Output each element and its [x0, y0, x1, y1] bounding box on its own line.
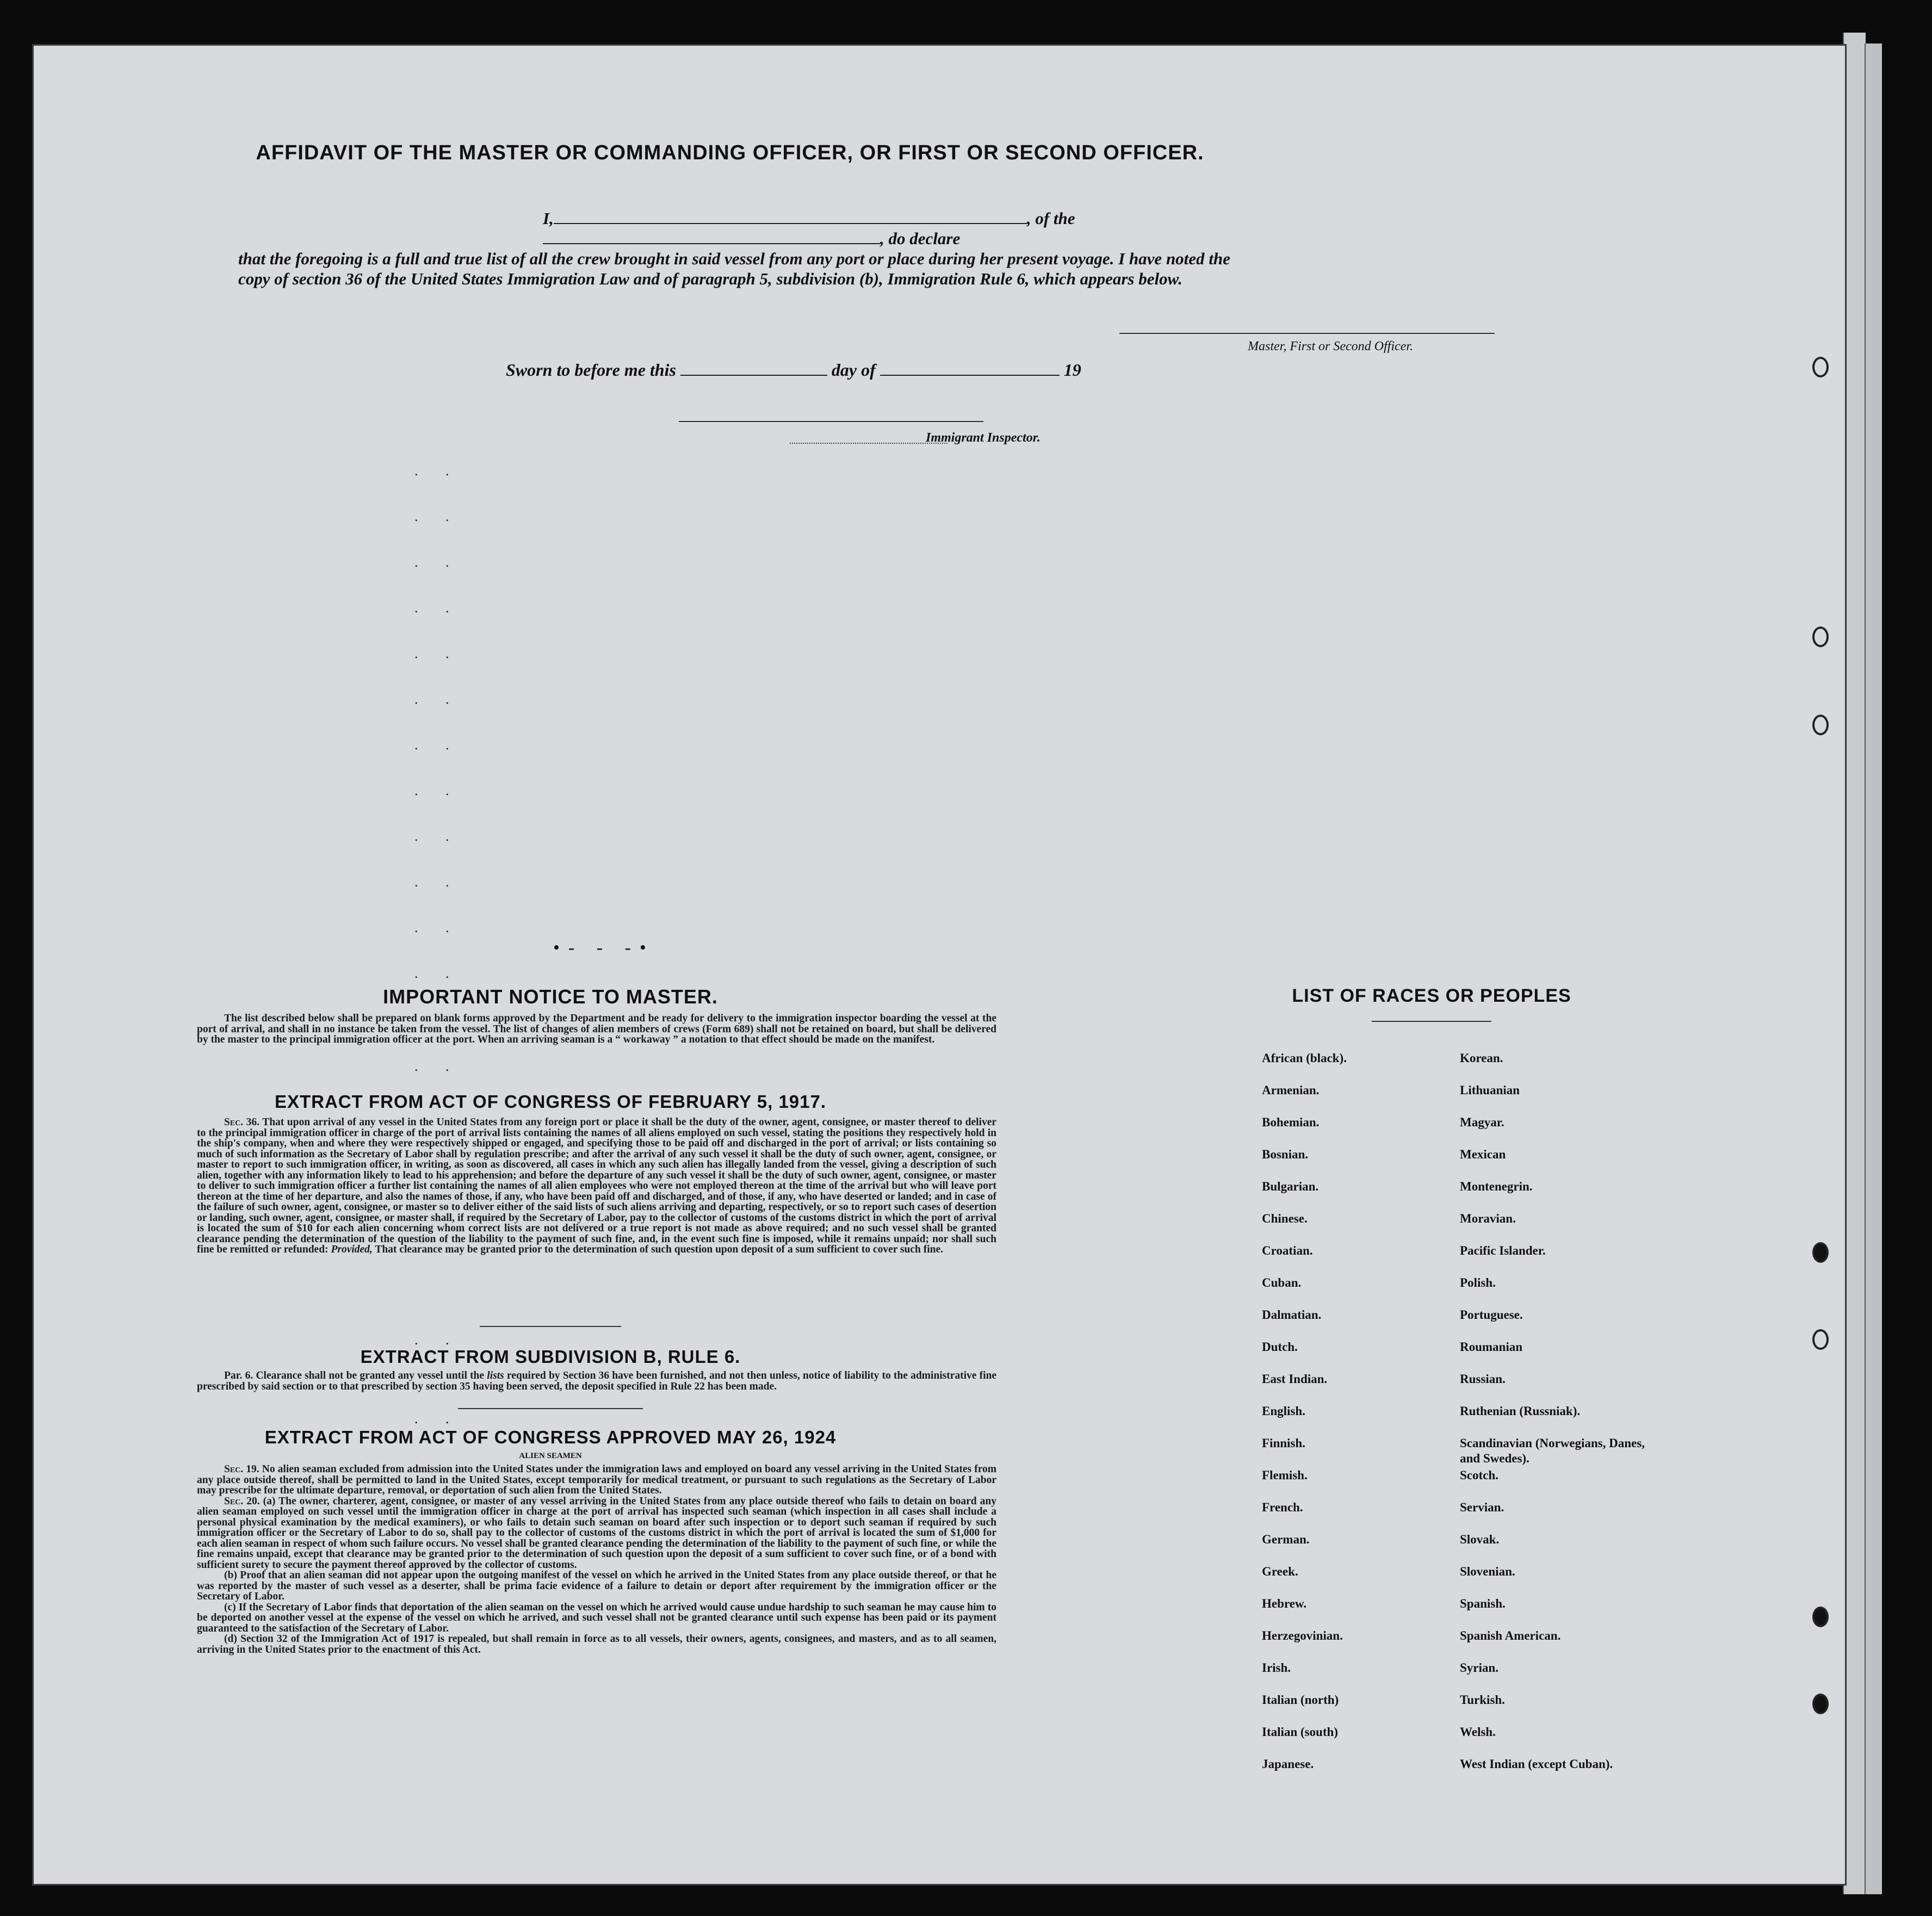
notice-title: IMPORTANT NOTICE TO MASTER.: [383, 985, 718, 1008]
master-caption: Master, First or Second Officer.: [1248, 339, 1413, 354]
extract-rule6-body: [197, 1371, 996, 1392]
proviso-word: Provided,: [331, 1244, 373, 1255]
race-item: Irish.: [1262, 1661, 1291, 1675]
race-item: Flemish.: [1262, 1468, 1308, 1482]
race-item: Cuban.: [1262, 1276, 1302, 1289]
punch-hole-icon: [1812, 1242, 1829, 1263]
rule6-paragraph: [197, 1371, 996, 1392]
race-item: Mexican: [1460, 1148, 1506, 1161]
race-item: African (black).: [1262, 1051, 1347, 1065]
race-item: Bosnian.: [1262, 1148, 1309, 1161]
divider-dots: . .: [414, 1332, 461, 1348]
race-item: Turkish.: [1460, 1693, 1505, 1707]
affidavit-fill-line: [238, 208, 1261, 249]
punch-hole-icon: [1812, 627, 1829, 647]
race-item: West Indian (except Cuban).: [1460, 1757, 1613, 1771]
section-36-text: That upon arrival of any vessel in the United States from any foreign port or place it shall be the duty of the owner, agent, consignee, or master thereof to deliver to the principal immigration officer in charge of the port of arrival lists containing the names of all aliens employed on such vessel, stating the positions they respectively hold in the ship's company, when and where they were respectively shipped or engaged, and specifying those to be paid off and discharged in the port of arrival; or lists containing so much of such information as the Secretary of Labor shall by regulation prescribe; and after the arrival of any such vessel it shall be the duty of such owner, agent, consignee, or master to report to such immigration officer, in writing, as soon as discovered, all cases in which any such alien has illegally landed from the vessel, giving a description of such alien, together with any information likely to lead to his apprehension; and before the departure of any such vessel it shall be the duty of such owner, agent, consignee, or master to deliver to such immigration officer a further list containing the names of all alien employees who were not employed thereon at the time of the arrival but who will leave port thereon at the time of her departure, and also the names of those, if any, who have been paid off and discharged, and of those, if any, who have deserted or landed; and in case of the failure of such owner, agent, consignee, or master so to deliver either of the said lists of such aliens arriving and departing, respectively, or so to report such cases of desertion or landing, such owner, agent, consignee, or master shall, if required by the Secretary of Labor, pay to the collector of customs of the customs district in which the port of arrival is located the sum of $10 for each alien concerning whom correct lists are not delivered or a true report is not made as above required; and no such vessel shall be granted clearance pending the determination of the question of the liability to the payment of such fine, and, in the event such fine is imposed, while it remains unpaid; nor shall such fine be remitted or refunded:: [197, 1117, 997, 1255]
punch-hole-icon: [1812, 715, 1829, 735]
races-title: LIST OF RACES OR PEOPLES: [1292, 985, 1571, 1006]
par-6-label: Par. 6.: [224, 1370, 253, 1381]
race-item: Spanish.: [1460, 1597, 1506, 1610]
master-signature-line[interactable]: [1119, 333, 1495, 334]
vessel-blank[interactable]: [543, 229, 880, 244]
divider-dots: . .: [414, 1058, 461, 1074]
punch-hole-icon: [1812, 1329, 1829, 1350]
section-20a-paragraph: [197, 1496, 996, 1571]
race-item: Lithuanian: [1460, 1083, 1520, 1097]
section-19-paragraph: [197, 1464, 996, 1496]
punch-hole-icon: [1812, 1694, 1829, 1714]
races-left-column: [1262, 1051, 1447, 1789]
race-item: Slovenian.: [1460, 1565, 1515, 1578]
extract-1924-body: [197, 1464, 996, 1655]
race-item: Chinese.: [1262, 1212, 1308, 1225]
document-sheet: [34, 46, 1845, 1884]
race-item: Korean.: [1460, 1051, 1503, 1065]
section-20b-paragraph: (b) Proof that an alien seaman did not appear upon the outgoing manifest of the vessel on which he arrived in the United States from any place outside thereof, or that he was reported by the master of such vessel as a deserter, shall be prima facie evidence of a failure to detain or deport after requirement by the immigration officer or the Secretary of Labor.: [197, 1570, 996, 1602]
declaration-text: that the foregoing is a full and true list of all the crew brought in said vessel from any port or place during her present voyage. I have noted the copy of section 36 of the United States Immigration Law and of paragraph 5, subdivision (b), Immigration Rule 6, which appears below.: [238, 249, 1230, 288]
races-divider: [1372, 1021, 1491, 1022]
race-item: Italian (north): [1262, 1693, 1339, 1707]
affidavit-title: AFFIDAVIT OF THE MASTER OR COMMANDING OFFICER, OR FIRST OR SECOND OFFICER.: [256, 141, 1204, 164]
section-36-label: Sec. 36.: [224, 1117, 260, 1128]
race-item: Polish.: [1460, 1276, 1496, 1289]
race-item: Syrian.: [1460, 1661, 1498, 1675]
sworn-line: [506, 360, 1081, 380]
race-item: Magyar.: [1460, 1115, 1504, 1129]
race-item: English.: [1262, 1404, 1305, 1418]
section-20d-paragraph: (d) Section 32 of the Immigration Act of 1917 is repealed, but shall remain in force as to all vessels, their owners, agents, consignees, and masters, and as to all seamen, arriving in the United States prior to the enactment of this Act.: [197, 1633, 996, 1655]
race-item: Russian.: [1460, 1372, 1506, 1386]
sworn-label: Sworn to before me this: [506, 360, 676, 380]
do-declare-label: , do declare: [880, 229, 961, 248]
race-item: German.: [1262, 1533, 1310, 1546]
punch-hole-icon: [1812, 357, 1829, 377]
i-label: I,: [543, 209, 554, 228]
inspector-dotted-line: [790, 443, 948, 444]
race-item: Italian (south): [1262, 1725, 1338, 1739]
race-item: Montenegrin.: [1460, 1180, 1533, 1193]
rule6-text-b: required by Section 36 have been furnished, and not then unless, notice of liability to the administrative fine prescribed by said section or to that prescribed by section 35 having been served, the deposit specified in Rule 22 has been made.: [197, 1370, 997, 1392]
races-right-column: [1460, 1051, 1656, 1789]
race-item: Japanese.: [1262, 1757, 1314, 1771]
punch-hole-icon: [1812, 1607, 1829, 1627]
year-label: 19: [1063, 360, 1081, 380]
race-item: Dutch.: [1262, 1340, 1298, 1354]
divider-rule: [480, 1326, 621, 1327]
race-item: Scandinavian (Norwegians, Danes, and Swedes).: [1460, 1436, 1645, 1465]
race-item: Croatian.: [1262, 1244, 1313, 1257]
section-20a-text: (a) The owner, charterer, agent, consignee, or master of any vessel arriving in the United States from any place outside thereof who fails to detain on board any alien seaman employed on such vessel until the immigration officer in charge at the port of arrival has inspected such seaman (which inspection in all cases shall include a personal physical examination by the medical examiners), or who fails to detain such seaman on board after such inspection or to deport such seaman if required by such immigration officer or the Secretary of Labor to do so, shall pay to the collector of customs of the customs district in which the port of arrival is located the sum of $1,000 for each alien seaman in respect of whom such failure occurs. No vessel shall be granted clearance pending the determination of the liability to the payment of such fine, or while the fine remains unpaid, except that clearance may be granted prior to the determination of such question upon the deposit of a sum sufficient to cover such fine, or of a bond with sufficient surety to secure the payment thereof approved by the collector of customs.: [197, 1495, 996, 1571]
race-item: Greek.: [1262, 1565, 1298, 1578]
proviso-text: That clearance may be granted prior to the determination of such question upon deposit of a sum sufficient to cover such fine.: [375, 1244, 943, 1255]
day-of-label: day of: [831, 360, 876, 380]
race-item: Herzegovinian.: [1262, 1629, 1343, 1642]
race-item: Armenian.: [1262, 1083, 1320, 1097]
race-item: Ruthenian (Russniak).: [1460, 1404, 1581, 1418]
race-item: French.: [1262, 1500, 1303, 1514]
race-item: Slovak.: [1460, 1533, 1500, 1546]
page-edge-stack: [1844, 33, 1866, 1894]
race-item: Welsh.: [1460, 1725, 1496, 1739]
lists-word: lists: [487, 1370, 504, 1381]
inspector-signature-line[interactable]: [679, 421, 983, 422]
race-item: Scotch.: [1460, 1468, 1498, 1482]
race-item: East Indian.: [1262, 1372, 1328, 1386]
section-20c-paragraph: (c) If the Secretary of Labor finds that deportation of the alien seaman on the vessel on which he arrived would cause undue hardship to such seaman he may cause him to be deported on another vessel at the expense of the vessel on which he arrived, and such vessel shall not be granted clearance until such expense has been paid or its payment guaranteed to the satisfaction of the Secretary of Labor.: [197, 1601, 996, 1634]
race-item: Moravian.: [1460, 1212, 1516, 1225]
extract-1917-title: EXTRACT FROM ACT OF CONGRESS OF FEBRUARY 5, 1917.: [274, 1092, 827, 1112]
race-item: Bulgarian.: [1262, 1180, 1319, 1193]
divider-rule: [458, 1408, 643, 1409]
section-19-text: No alien seaman excluded from admission into the United States under the immigration laws and employed on board any vessel arriving in the United States from any place outside thereof, shall be permitted to land in the United States, except temporarily for medical treatment, or pursuant to such regulations as the Secretary of Labor may prescribe for the ultimate departure, removal, or deportation of such alien from the United States.: [197, 1464, 997, 1496]
section-19-label: Sec. 19.: [224, 1464, 259, 1475]
section-20-label: Sec. 20.: [224, 1495, 260, 1507]
inspector-caption: Immigrant Inspector.: [926, 431, 1041, 445]
race-item: Dalmatian.: [1262, 1308, 1322, 1322]
month-blank[interactable]: [880, 361, 1060, 376]
race-item: Portuguese.: [1460, 1308, 1523, 1322]
race-item: Spanish American.: [1460, 1629, 1561, 1642]
section-36-paragraph: [197, 1117, 996, 1255]
affidavit-body: [238, 206, 1261, 289]
race-item: Finnish.: [1262, 1436, 1305, 1450]
race-item: Pacific Islander.: [1460, 1244, 1546, 1257]
page-edge-stack: [1866, 44, 1882, 1894]
notice-paragraph: The list described below shall be prepared on blank forms approved by the Department and be ready for delivery to the immigration inspector boarding the vessel at the port of arrival, and shall in no instance be taken from the vessel. The list of changes of alien members of crews (Form 689) shall not be retained on board, but shall be delivered by the master to the principal immigration officer at the port. When an arriving seaman is a “ workaway ” a notation to that effect should be made on the manifest.: [197, 1013, 996, 1045]
race-item: Servian.: [1460, 1500, 1504, 1514]
extract-1917-body: [197, 1117, 996, 1255]
day-blank[interactable]: [680, 361, 827, 376]
race-item: Hebrew.: [1262, 1597, 1306, 1610]
divider-dots: . .: [414, 1411, 461, 1427]
name-blank[interactable]: [554, 209, 1027, 224]
race-item: Bohemian.: [1262, 1115, 1320, 1129]
alien-seamen-subtitle: ALIEN SEAMEN: [519, 1452, 582, 1460]
race-item: Roumanian: [1460, 1340, 1523, 1354]
dot-column: . . . . . . . . . . . . . . . . . . . . . . . .: [414, 463, 461, 981]
rule6-text-a: Clearance shall not be granted any vessel until the: [256, 1370, 485, 1381]
extract-1924-title: EXTRACT FROM ACT OF CONGRESS APPROVED MAY 26, 1924: [264, 1427, 837, 1447]
ink-marks: •- - -•: [553, 938, 655, 958]
of-the-label: , of the: [1026, 209, 1075, 228]
extract-rule6-title: EXTRACT FROM SUBDIVISION B, RULE 6.: [360, 1347, 741, 1367]
notice-body: [197, 1013, 996, 1045]
